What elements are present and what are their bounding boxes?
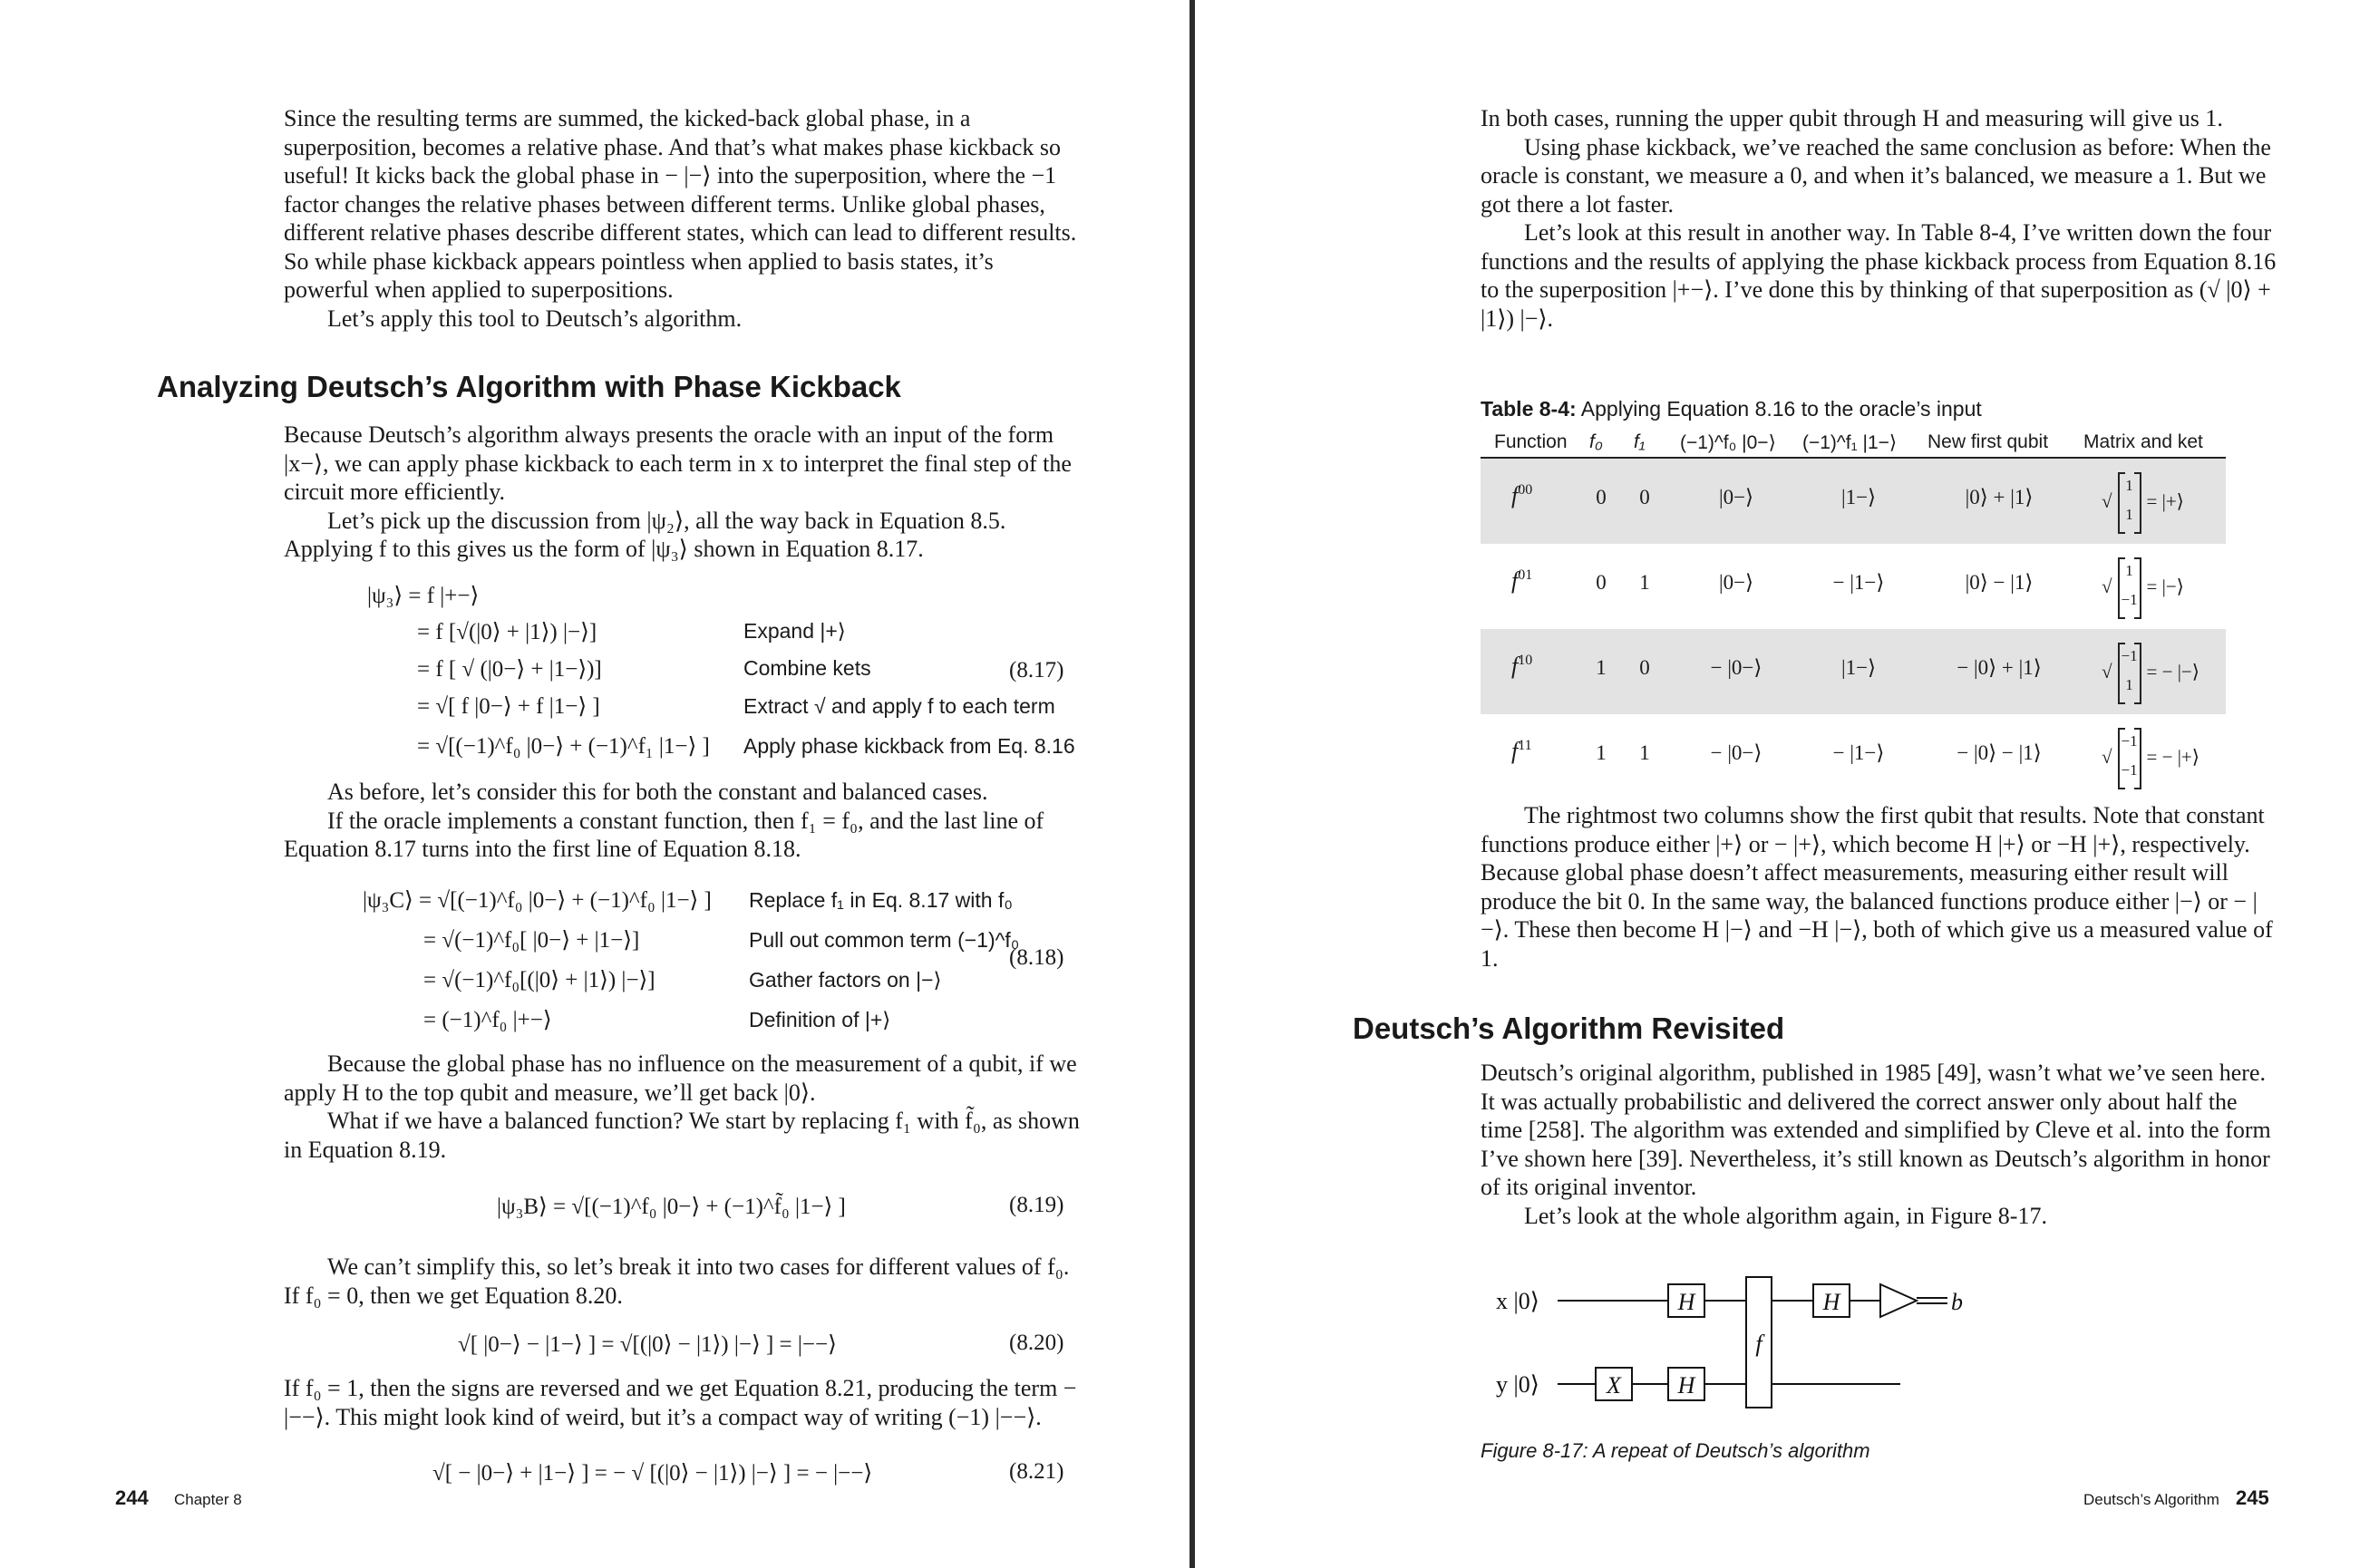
equation-number: (8.21) <box>1009 1459 1064 1484</box>
column-vector <box>2118 557 2141 615</box>
equation-note: Gather factors on |−⟩ <box>749 968 942 992</box>
measurement-icon <box>1880 1284 1917 1317</box>
function-name <box>1511 653 1532 680</box>
table-cell: |0−⟩ <box>1718 486 1754 508</box>
ket-result: = |+⟩ <box>2146 489 2184 512</box>
table-cell: 1 <box>1596 656 1607 679</box>
equation-line: = √(−1)^f₀[(|0⟩ + |1⟩) |−⟩] <box>423 968 655 992</box>
function-superscript: 11 <box>1518 738 1532 753</box>
page-number: 245 <box>2236 1486 2269 1509</box>
left-paragraph-3 <box>284 778 1082 864</box>
equation-line: = f [ √ (|0−⟩ + |1−⟩)] <box>417 657 602 682</box>
column-header: (−1)^f₀ |0−⟩ <box>1680 432 1776 453</box>
function-name <box>1511 567 1532 595</box>
table-cell: − |0⟩ + |1⟩ <box>1957 656 2042 679</box>
function-superscript: 01 <box>1518 567 1533 583</box>
figure-caption: Figure 8-17: A repeat of Deutsch’s algorithm <box>1481 1439 1870 1462</box>
running-head: Deutsch’s Algorithm <box>2083 1491 2219 1508</box>
table-cell: 1 <box>1639 571 1650 594</box>
table-cell: |1−⟩ <box>1840 486 1877 508</box>
text-paragraph: In both cases, running the upper qubit through H and measuring will give us 1. <box>1481 105 2223 131</box>
vector-entry: −1 <box>2121 647 2138 664</box>
page-number: 244 <box>115 1486 149 1509</box>
ket-result: = |−⟩ <box>2146 575 2184 597</box>
table-cell: 0 <box>1596 571 1607 594</box>
gate-label: X <box>1607 1372 1621 1399</box>
table-cell: − |1−⟩ <box>1832 571 1885 594</box>
function-name <box>1511 482 1532 509</box>
table-cell: |1−⟩ <box>1840 656 1877 679</box>
equation-8-19: |ψ₃B⟩ = √[(−1)^f₀ |0−⟩ + (−1)^f̃₀ |1−⟩ ] <box>497 1195 846 1219</box>
vector-entry: −1 <box>2121 732 2138 750</box>
equation-note: Expand |+⟩ <box>743 619 846 643</box>
text-paragraph: As before, let’s consider this for both the constant and balanced cases. <box>327 779 988 805</box>
table-cell: |0⟩ − |1⟩ <box>1965 571 2034 594</box>
column-header: Matrix and ket <box>2083 431 2203 452</box>
equation-note: Combine kets <box>743 656 871 680</box>
function-symbol: f <box>1511 653 1519 679</box>
function-symbol: f <box>1511 482 1519 508</box>
table-cell: − |0⟩ − |1⟩ <box>1957 741 2042 764</box>
running-head: Chapter 8 <box>174 1491 242 1508</box>
equation-line: |ψ₃⟩ = f |+−⟩ <box>367 584 480 608</box>
sqrt-symbol: √ <box>2102 489 2112 512</box>
column-header: New first qubit <box>1927 431 2049 452</box>
table-caption-text: Applying Equation 8.16 to the oracle’s input <box>1576 397 1982 421</box>
text-paragraph: Because the global phase has no influence on the measurement of a qubit, if we apply H to the top qubit and measure, we’ll get back |0⟩. <box>284 1050 1077 1106</box>
function-name <box>1511 738 1532 765</box>
column-vector <box>2118 643 2141 701</box>
table-cell: 0 <box>1639 656 1650 679</box>
equation-line: = (−1)^f₀ |+−⟩ <box>423 1008 552 1032</box>
vector-entry: −1 <box>2121 591 2138 608</box>
left-paragraph-6: If f₀ = 1, then the signs are reversed and we get Equation 8.21, producing the term − |−−⟩. This might look kind of weird, but it’s a compact way of writing (−1) |−−⟩. <box>284 1375 1077 1430</box>
left-paragraph-5: We can’t simplify this, so let’s break it into two cases for different values of f₀. If f₀ = 0, then we get Equation 8.20. <box>284 1253 1070 1309</box>
gate-label: f <box>1755 1331 1762 1357</box>
circuit-input-label: x |0⟩ <box>1496 1288 1539 1314</box>
circuit-output-label: b <box>1951 1289 1963 1315</box>
text-paragraph: Using phase kickback, we’ve reached the same conclusion as before: When the oracle is constant, we measure a 0, and when it’s balanced, we measure a 1. But we got there a lot faster. <box>1481 133 2271 218</box>
table-cell: − |1−⟩ <box>1832 741 1885 764</box>
right-paragraph-3 <box>1481 1059 2278 1230</box>
text-paragraph: Let’s apply this tool to Deutsch’s algorithm. <box>327 305 743 332</box>
sqrt-symbol: √ <box>2102 660 2112 682</box>
function-superscript: 00 <box>1518 482 1533 498</box>
column-header: f₀ <box>1589 431 1603 452</box>
text-paragraph: If the oracle implements a constant function, then f₁ = f₀, and the last line of Equation 8.17 turns into the first line of Equation 8.18. <box>284 807 1044 862</box>
equation-number: (8.19) <box>1009 1193 1064 1217</box>
text-paragraph: Let’s look at the whole algorithm again, in Figure 8-17. <box>1524 1202 2047 1229</box>
left-paragraph-2 <box>284 421 1082 564</box>
deutsch-circuit-diagram <box>1487 1273 1976 1428</box>
equation-note: Replace f₁ in Eq. 8.17 with f₀ <box>749 888 1013 912</box>
ket-result: = − |−⟩ <box>2146 660 2199 682</box>
equation-8-20: √[ |0−⟩ − |1−⟩ ] = √[(|0⟩ − |1⟩) |−⟩ ] = |−−⟩ <box>458 1332 837 1357</box>
equation-number: (8.18) <box>1009 945 1064 970</box>
table-caption <box>1481 397 1982 421</box>
text-paragraph: Because Deutsch’s algorithm always presents the oracle with an input of the form |x−⟩, we can apply phase kickback to each term in x to interpret the final step of the circuit more efficiently. <box>284 421 1072 505</box>
gate-label: H <box>1677 1289 1695 1315</box>
function-superscript: 10 <box>1518 653 1533 668</box>
vector-entry: 1 <box>2125 506 2133 523</box>
section-heading: Deutsch’s Algorithm Revisited <box>1353 1011 1785 1045</box>
table-cell: 0 <box>1639 486 1650 508</box>
circuit-input-label: y |0⟩ <box>1496 1371 1539 1398</box>
table-cell: 0 <box>1596 486 1607 508</box>
vector-entry: 1 <box>2125 477 2133 494</box>
function-symbol: f <box>1511 738 1519 764</box>
sqrt-symbol: √ <box>2102 745 2112 768</box>
section-heading: Analyzing Deutsch’s Algorithm with Phase Kickback <box>157 370 901 403</box>
ket-result: = − |+⟩ <box>2146 745 2199 768</box>
matrix-and-ket <box>2102 557 2184 615</box>
column-vector <box>2118 472 2141 530</box>
table-cell: − |0−⟩ <box>1710 656 1762 679</box>
column-header: Function <box>1494 431 1568 452</box>
equation-number: (8.17) <box>1009 658 1064 682</box>
left-paragraph-4 <box>284 1050 1082 1164</box>
matrix-and-ket <box>2102 643 2199 701</box>
text-paragraph: Let’s pick up the discussion from |ψ₂⟩, all the way back in Equation 8.5. Applying f to this gives us the form of |ψ₃⟩ shown in Equation 8.17. <box>284 507 1006 562</box>
text-paragraph: Deutsch’s original algorithm, published in 1985 [49], wasn’t what we’ve seen here. It was actually probabilistic and delivered the correct answer only about half the time [258]. The algorithm was extended and simplified by Cleve et al. into the form I’ve shown here [39]. Nevertheless, it’s still known as Deutsch’s algorithm in honor of its original inventor. <box>1481 1060 2271 1200</box>
table-cell: − |0−⟩ <box>1710 741 1762 764</box>
text-paragraph: Since the resulting terms are summed, the kicked-back global phase, in a superposition, becomes a relative phase. And that’s what makes phase kickback so useful! It kicks back the global phase in − |−⟩ into the superposition, where the −1 factor changes the relative phases between different terms. Unlike global phases, different relative phases describe different states, which can lead to different results. So while phase kickback appears pointless when applied to basis states, it’s powerful when applied to superpositions. <box>284 105 1077 303</box>
equation-note: Apply phase kickback from Eq. 8.16 <box>743 734 1075 758</box>
gate-label: H <box>1822 1289 1840 1315</box>
vector-entry: −1 <box>2121 761 2138 779</box>
right-paragraph-1 <box>1481 104 2278 333</box>
equation-number: (8.20) <box>1009 1331 1064 1355</box>
equation-note: Definition of |+⟩ <box>749 1008 891 1031</box>
left-paragraph-1 <box>284 104 1082 333</box>
text-paragraph: What if we have a balanced function? We start by replacing f₁ with f̃₀, as shown in Equation 8.19. <box>284 1108 1080 1163</box>
equation-line: = f [√(|0⟩ + |1⟩) |−⟩] <box>417 620 597 644</box>
table-caption-label: Table 8-4: <box>1481 397 1577 421</box>
equation-line: |ψ₃C⟩ = √[(−1)^f₀ |0−⟩ + (−1)^f₀ |1−⟩ ] <box>363 888 712 913</box>
equation-line: = √[(−1)^f₀ |0−⟩ + (−1)^f₁ |1−⟩ ] <box>417 734 710 759</box>
function-symbol: f <box>1511 567 1519 594</box>
equation-line: = √[ f |0−⟩ + f |1−⟩ ] <box>417 694 600 719</box>
table-cell: 1 <box>1639 741 1650 764</box>
matrix-and-ket <box>2102 472 2184 530</box>
text-paragraph: Let’s look at this result in another way. In Table 8-4, I’ve written down the four functions and the results of applying the phase kickback process from Equation 8.16 to the superposition |+−⟩. I’ve done this by thinking of that superposition as (√ |0⟩ + |1⟩) |−⟩. <box>1481 219 2277 332</box>
gate-label: H <box>1677 1372 1695 1399</box>
column-header: (−1)^f₁ |1−⟩ <box>1802 432 1898 453</box>
table-cell: |0−⟩ <box>1718 571 1754 594</box>
sqrt-symbol: √ <box>2102 575 2112 597</box>
table-cell: |0⟩ + |1⟩ <box>1965 486 2034 508</box>
right-paragraph-2: The rightmost two columns show the first qubit that results. Note that constant functions produce either |+⟩ or − |+⟩, which become H |+⟩ or −H |+⟩, respectively. Because global phase doesn’t affect measurements, measuring either result will produce the bit 0. In the same way, the balanced functions produce either |−⟩ or − |−⟩. These then become H |−⟩ and −H |−⟩, both of which give us a measured value of 1. <box>1481 802 2273 972</box>
vector-entry: 1 <box>2125 562 2133 579</box>
column-header: f₁ <box>1634 431 1646 452</box>
equation-8-21: √[ − |0−⟩ + |1−⟩ ] = − √ [(|0⟩ − |1⟩) |−⟩ ] = − |−−⟩ <box>432 1461 873 1486</box>
equation-line: = √(−1)^f₀[ |0−⟩ + |1−⟩] <box>423 928 640 953</box>
vector-entry: 1 <box>2125 676 2133 693</box>
matrix-and-ket <box>2102 728 2199 786</box>
column-vector <box>2118 728 2141 786</box>
table-cell: 1 <box>1596 741 1607 764</box>
equation-note: Extract √ and apply f to each term <box>743 694 1055 718</box>
equation-note: Pull out common term (−1)^f₀ <box>749 928 1020 952</box>
